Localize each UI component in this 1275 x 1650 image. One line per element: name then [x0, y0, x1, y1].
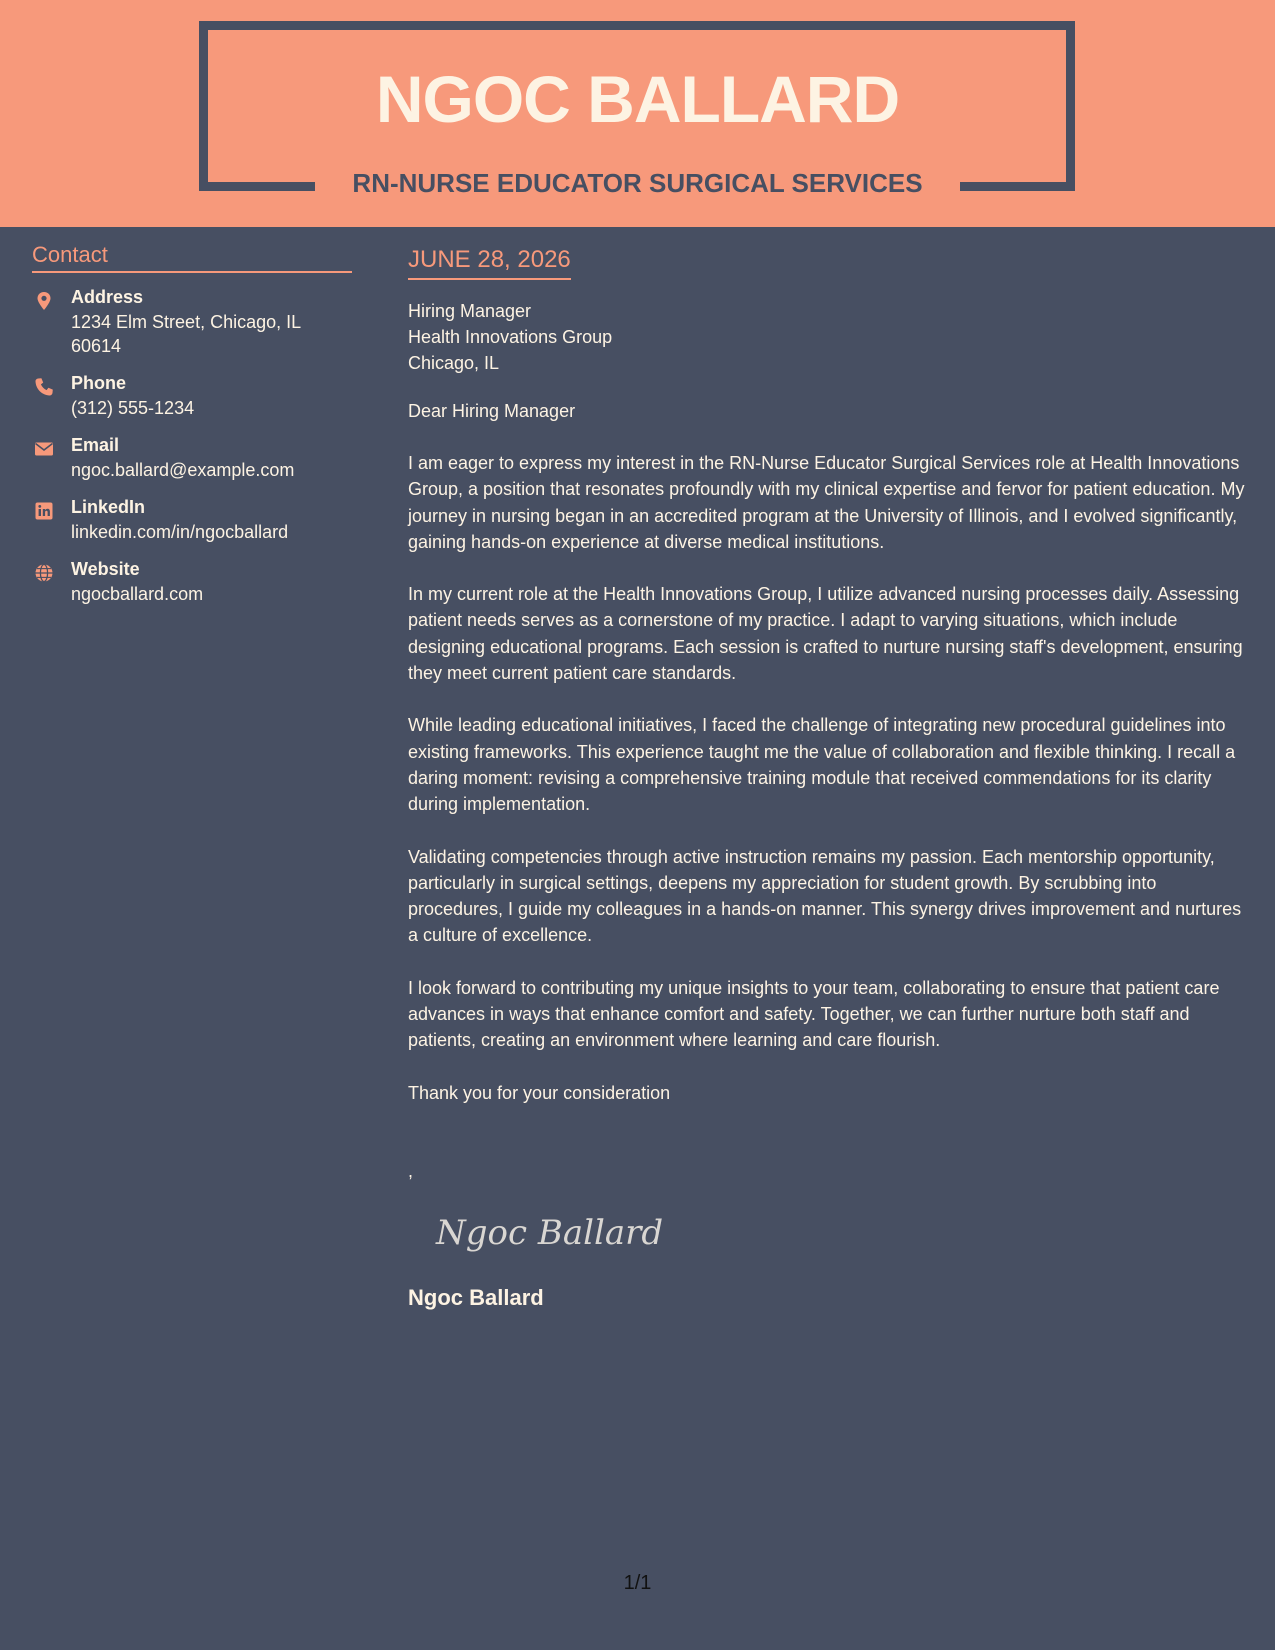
handwritten-signature	[432, 1204, 662, 1258]
recipient-line: Health Innovations Group	[408, 327, 613, 347]
phone-label: Phone	[71, 373, 127, 393]
email-label: Email	[71, 435, 120, 455]
letter-paragraph: I am eager to express my interest in the RN-Nurse Educator Surgical Services role at Health Innovations Group, a position that resonates profoundly with my clinical expertise and fervor for patient education. My journey in nursing began in an accredited program at the University of Illinois, and I evolved significantly, gaining hands-on experience at diverse medical institutions.	[408, 453, 1245, 552]
closing-line: Thank you for your consideration	[408, 1082, 671, 1103]
contact-item-address	[32, 285, 352, 358]
linkedin-icon	[34, 501, 54, 521]
phone-icon	[34, 377, 54, 397]
email-value: ngoc.ballard@example.com	[71, 460, 295, 480]
job-title: RN-NURSE EDUCATOR SURGICAL SERVICES	[352, 168, 923, 198]
envelope-icon	[34, 439, 54, 459]
contact-item-linkedin	[32, 495, 352, 544]
letter-paragraph: I look forward to contributing my unique insights to your team, collaborating to ensure that patient care advances in ways that enhance comfort and safety. Together, we can further nurture both staff and patients, creating an environment where learning and care flourish.	[408, 977, 1220, 1051]
website-label: Website	[71, 559, 140, 579]
phone-value: (312) 555-1234	[71, 398, 195, 418]
contact-item-website	[32, 557, 352, 606]
address-value: 1234 Elm Street, Chicago, IL 60614	[71, 312, 301, 356]
signed-name: Ngoc Ballard	[408, 1284, 544, 1310]
map-pin-icon	[34, 291, 54, 311]
header-banner	[0, 0, 1275, 227]
page-number: 1/1	[623, 1572, 652, 1594]
contact-section-title: Contact	[32, 240, 352, 273]
letter-date: JUNE 28, 2026	[408, 244, 571, 280]
salutation: Dear Hiring Manager	[408, 401, 576, 421]
recipient-line: Chicago, IL	[408, 353, 500, 373]
contact-item-phone	[32, 371, 352, 420]
recipient-block	[408, 298, 1253, 376]
signature-text: Ngoc Ballard	[436, 1212, 662, 1253]
letter-paragraph: Validating competencies through active instruction remains my passion. Each mentorship opportunity, particularly in surgical settings, deepens my appreciation for student growth. By scrubbing into procedures, I guide my colleagues in a hands-on manner. This synergy drives improvement and nurtures a culture of excellence.	[408, 846, 1242, 946]
letter-paragraph: While leading educational initiatives, I faced the challenge of integrating new procedural guidelines into existing frameworks. This experience taught me the value of collaboration and flexible thinking. I recall a daring moment: revising a comprehensive training module that received commendations for its clarity during implementation.	[408, 715, 1236, 815]
letter-body	[408, 244, 1253, 1313]
contact-sidebar	[32, 240, 352, 606]
website-value[interactable]: ngocballard.com	[71, 584, 204, 604]
contact-item-email	[32, 433, 352, 482]
applicant-name: NGOC BALLARD	[375, 62, 900, 136]
recipient-line: Hiring Manager	[408, 301, 532, 321]
globe-icon	[34, 563, 54, 583]
address-label: Address	[71, 287, 144, 307]
linkedin-value[interactable]: linkedin.com/in/ngocballard	[71, 522, 289, 542]
linkedin-label: LinkedIn	[71, 497, 146, 517]
letter-paragraph: In my current role at the Health Innovations Group, I utilize advanced nursing processes daily. Assessing patient needs serves as a cornerstone of my practice. I adapt to varying situations, which include designing educational programs. Each session is crafted to nurture nursing staff's development, ensuring they meet current patient care standards.	[408, 584, 1243, 684]
closing-comma: ,	[408, 1160, 414, 1181]
